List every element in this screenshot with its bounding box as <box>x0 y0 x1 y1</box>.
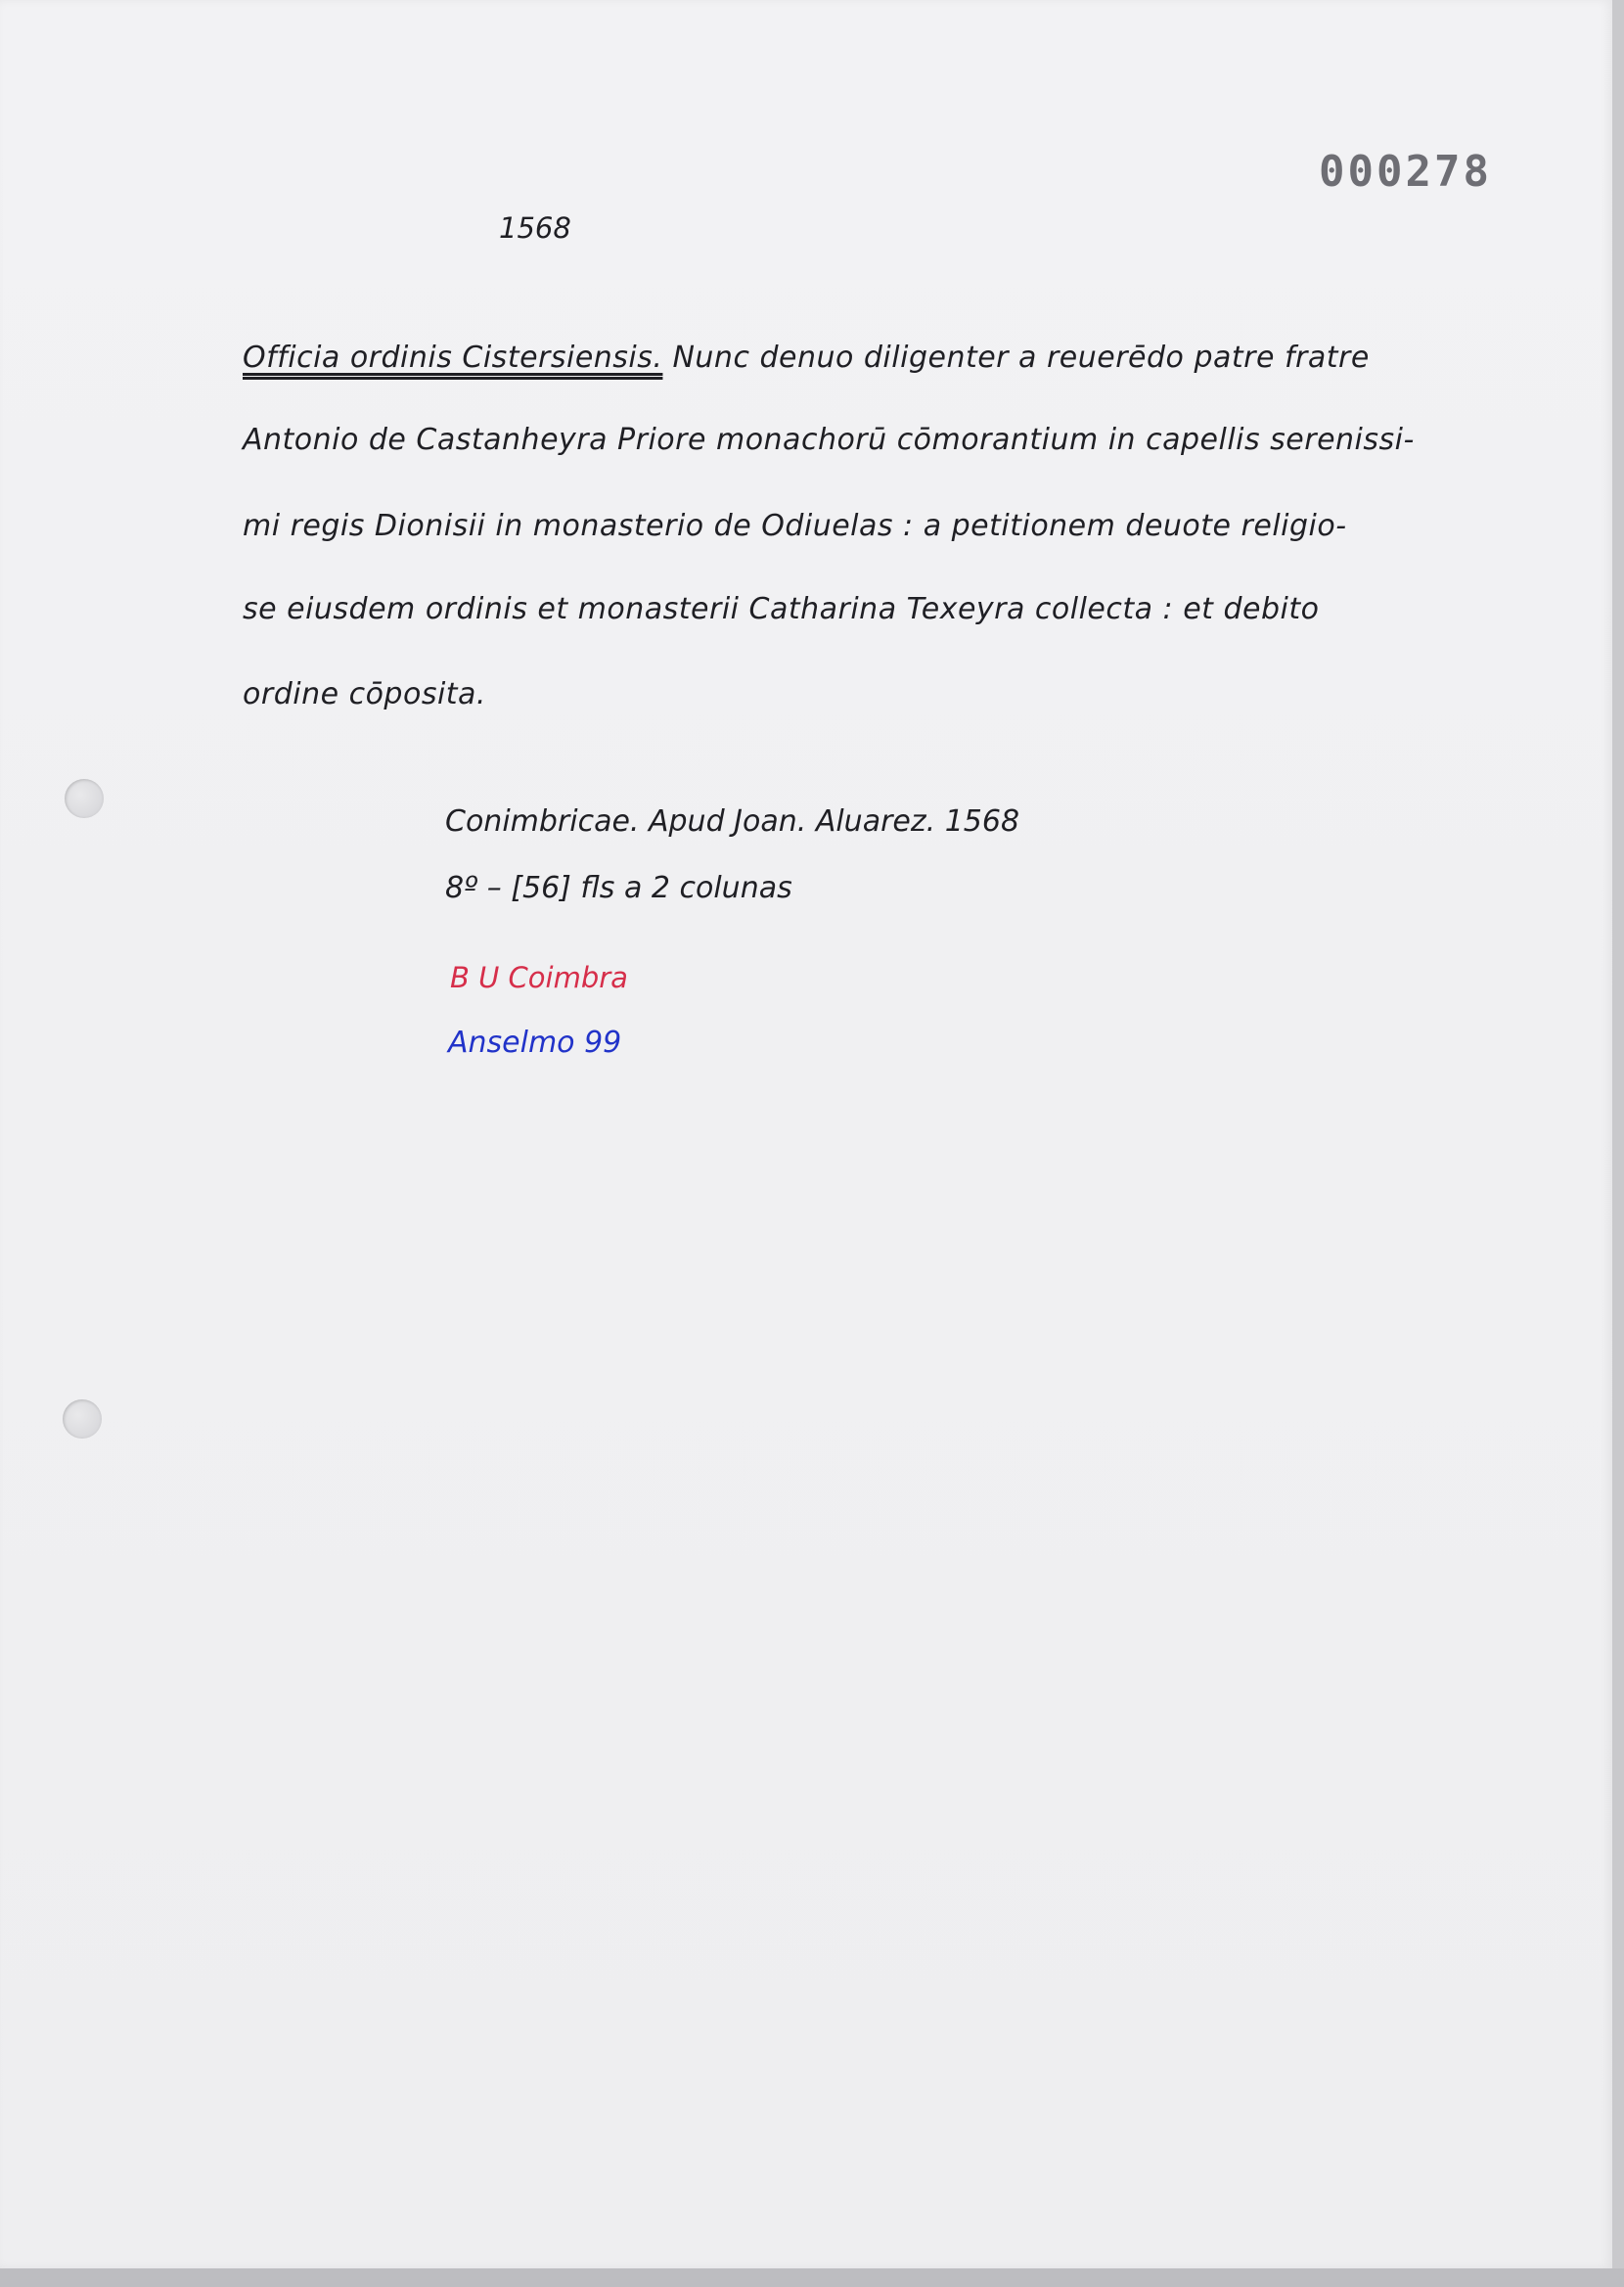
punch-hole-top <box>65 779 104 818</box>
scan-edge-right <box>1612 0 1624 2287</box>
description-line-5: ordine cōposita. <box>243 677 486 711</box>
year-heading: 1568 <box>499 211 571 245</box>
punch-hole-bottom <box>63 1399 102 1439</box>
book-title: Officia ordinis Cistersiensis. <box>243 341 663 375</box>
description-line-2: Antonio de Castanheyra Priore monachorū cōmorantium in capellis serenissi- <box>243 423 1415 457</box>
reference-note: Anselmo 99 <box>448 1026 622 1060</box>
imprint-line: Conimbricae. Apud Joan. Aluarez. 1568 <box>445 804 1020 839</box>
library-note: B U Coimbra <box>450 961 628 994</box>
description-line-1 <box>243 341 1370 375</box>
format-line: 8º – [56] fls a 2 colunas <box>445 871 792 905</box>
description-line-4: se eiusdem ordinis et monasterii Catharina Texeyra collecta : et debito <box>243 592 1320 626</box>
scan-edge-bottom <box>0 2268 1624 2287</box>
description-line-3: mi regis Dionisii in monasterio de Odiuelas : a petitionem deuote religio- <box>243 509 1347 543</box>
description-line-1-rest: Nunc denuo diligenter a reuerēdo patre fratre <box>662 341 1370 375</box>
stamp-number: 000278 <box>1319 147 1492 197</box>
